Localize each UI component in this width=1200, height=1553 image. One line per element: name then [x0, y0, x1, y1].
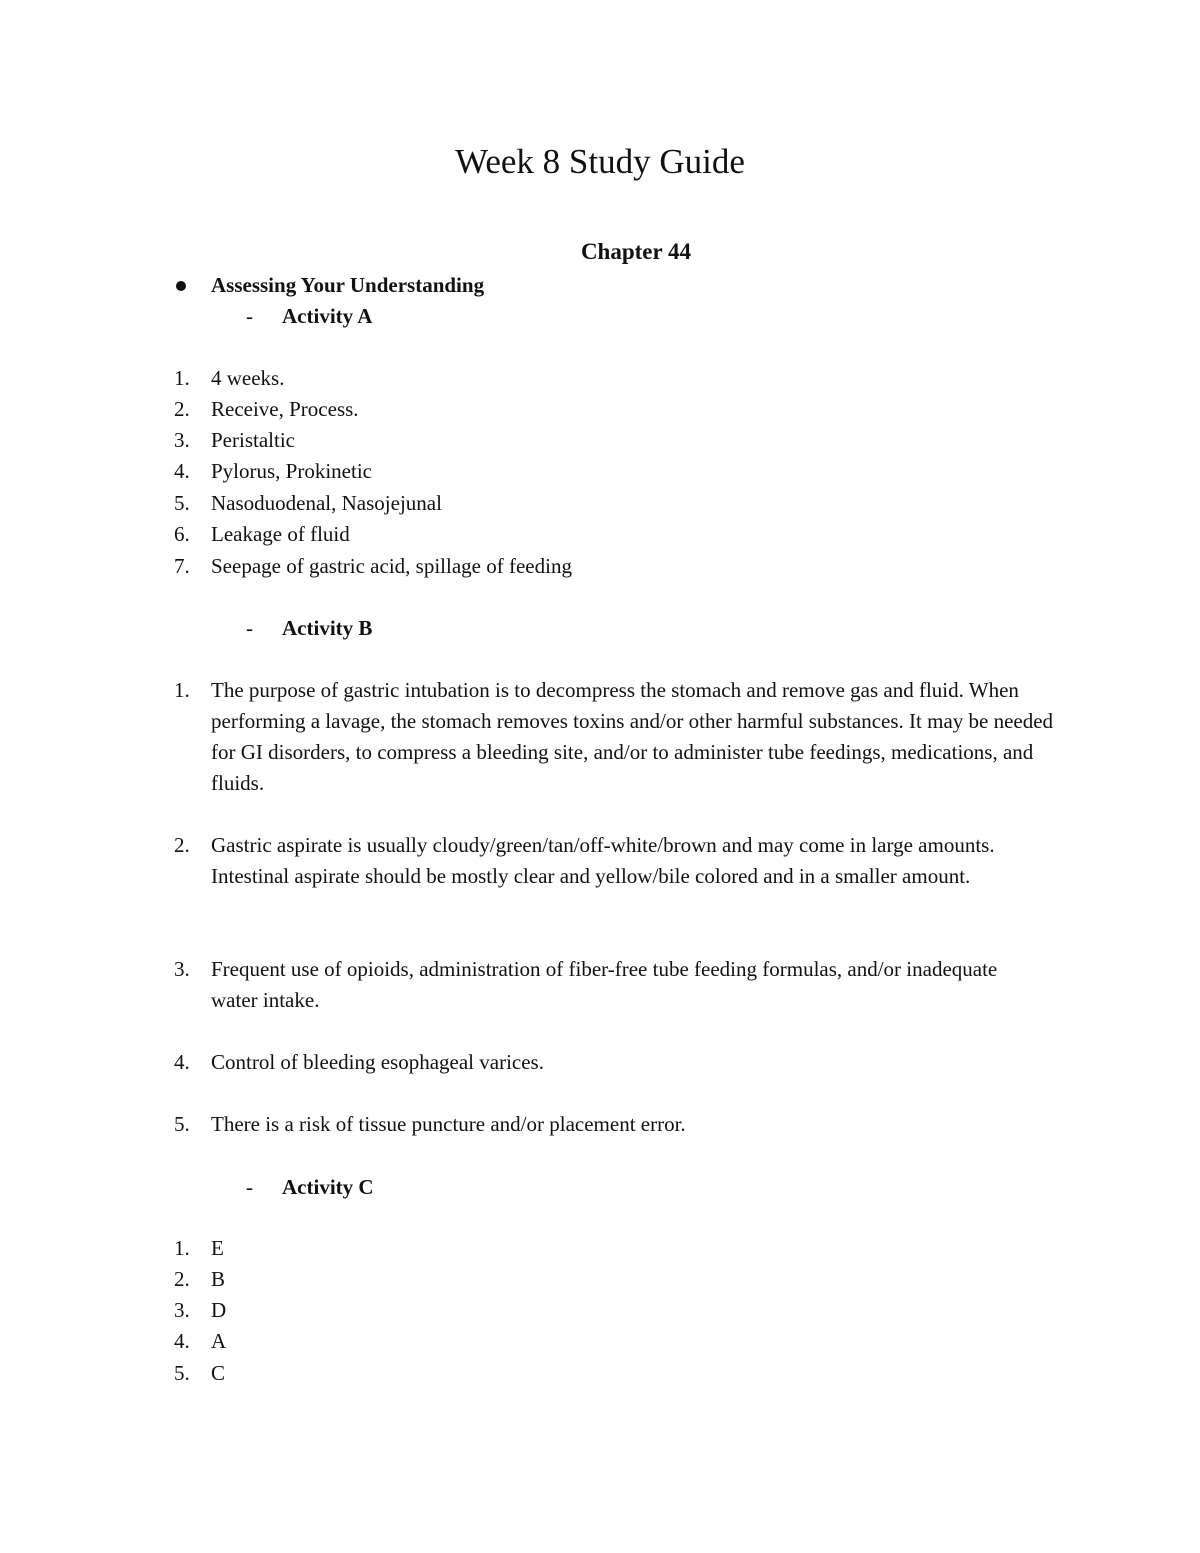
bullet-icon [176, 281, 186, 291]
list-item: E [211, 1236, 224, 1260]
activity-a-heading: Activity A [282, 304, 373, 328]
page-title: Week 8 Study Guide [455, 142, 745, 181]
list-number: 5. [174, 1361, 190, 1385]
list-number: 3. [174, 428, 190, 452]
list-item: Peristaltic [211, 428, 295, 452]
list-number: 4. [174, 459, 190, 483]
list-item: D [211, 1298, 227, 1322]
section-heading: Assessing Your Understanding [211, 273, 485, 297]
dash-marker: - [246, 616, 253, 640]
list-item: 4 weeks. [211, 366, 285, 390]
list-number: 3. [174, 957, 190, 981]
list-item: C [211, 1361, 226, 1385]
list-item: The purpose of gastric intubation is to decompress the stomach and remove gas and fluid. When performing a lavage, the stomach removes toxins and/or other harmful substances. It may be needed for GI disorders, to compress a bleeding site, and/or to administer tube feedings, medications, and fluids. [211, 678, 1054, 795]
list-item: Gastric aspirate is usually cloudy/green/tan/off-white/brown and may come in large amounts. Intestinal aspirate should be mostly clear and yellow/bile colored and in a smaller amount. [211, 833, 995, 888]
list-number: 3. [174, 1298, 190, 1322]
list-number: 2. [174, 397, 190, 421]
list-item: There is a risk of tissue puncture and/or placement error. [211, 1112, 686, 1136]
list-item: Nasoduodenal, Nasojejunal [211, 491, 442, 515]
list-number: 4. [174, 1050, 190, 1074]
list-number: 1. [174, 1236, 190, 1260]
list-number: 2. [174, 1267, 190, 1291]
list-item: Seepage of gastric acid, spillage of feeding [211, 554, 572, 578]
list-number: 4. [174, 1329, 190, 1353]
list-number: 5. [174, 491, 190, 515]
list-number: 1. [174, 678, 190, 702]
list-item: Frequent use of opioids, administration of fiber-free tube feeding formulas, and/or inadequate water intake. [211, 957, 998, 1012]
list-item: Pylorus, Prokinetic [211, 459, 372, 483]
list-item: Leakage of fluid [211, 522, 350, 546]
list-number: 2. [174, 833, 190, 857]
list-number: 5. [174, 1112, 190, 1136]
list-number: 1. [174, 366, 190, 390]
activity-c-heading: Activity C [282, 1175, 374, 1199]
chapter-heading: Chapter 44 [580, 239, 692, 264]
list-item: B [211, 1267, 226, 1291]
list-item: A [211, 1329, 227, 1353]
list-item: Control of bleeding esophageal varices. [211, 1050, 544, 1074]
dash-marker: - [246, 304, 253, 328]
list-number: 6. [174, 522, 190, 546]
list-item: Receive, Process. [211, 397, 359, 421]
dash-marker: - [246, 1175, 253, 1199]
list-number: 7. [174, 554, 190, 578]
activity-b-heading: Activity B [282, 616, 373, 640]
